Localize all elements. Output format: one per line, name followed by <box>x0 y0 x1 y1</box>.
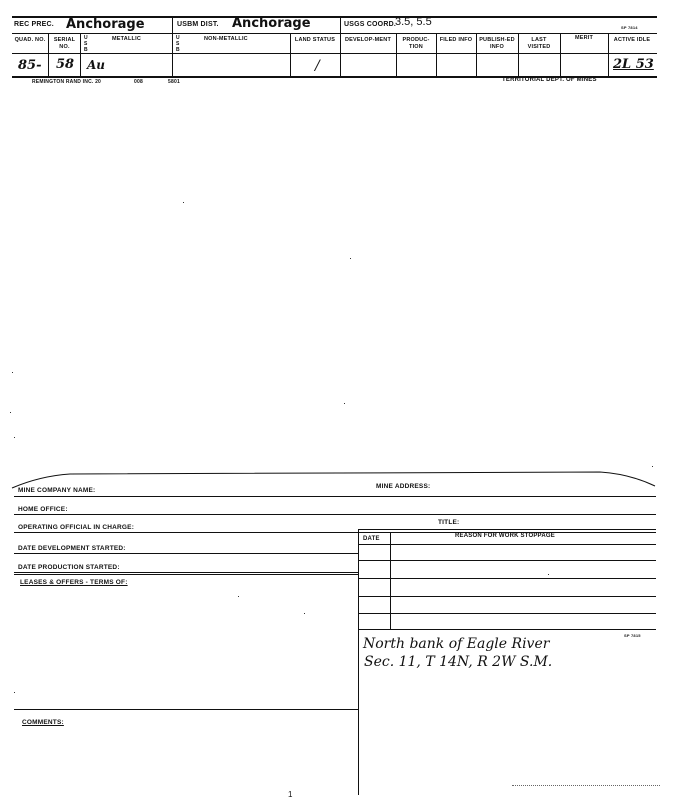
col-serial-no: SERIAL NO. <box>53 37 76 50</box>
col-last-visited: LAST VISITED <box>527 37 551 50</box>
divider <box>560 33 561 76</box>
rule <box>358 578 656 579</box>
divider <box>290 33 291 76</box>
col-merit: MERIT <box>574 35 594 41</box>
form-code-1: 008 <box>134 79 143 85</box>
form-code-2: 5801 <box>168 79 180 85</box>
leases-label: LEASES & OFFERS - TERMS OF: <box>20 579 128 586</box>
home-office-label: HOME OFFICE: <box>18 506 68 513</box>
rule <box>14 572 358 573</box>
col-usb-nonmetallic: U S B <box>176 35 180 53</box>
footer-print-line <box>512 785 660 789</box>
operating-official-label: OPERATING OFFICIAL IN CHARGE: <box>18 524 135 531</box>
divider <box>172 16 173 76</box>
usgs-coord-label: USGS COORD. <box>344 21 396 28</box>
date-production-label: DATE PRODUCTION STARTED: <box>18 564 120 571</box>
usgs-coord-value: 3.5, 5.5 <box>395 16 432 28</box>
rule <box>14 496 656 497</box>
divider <box>80 33 81 76</box>
usbm-dist-value: Anchorage <box>232 16 311 31</box>
divider <box>476 33 477 76</box>
scan-speck <box>344 403 345 404</box>
col-metallic: METALLIC <box>112 36 141 42</box>
quad-value: 85- <box>18 58 42 73</box>
date-development-label: DATE DEVELOPMENT STARTED: <box>18 545 126 552</box>
rec-prec-value: Anchorage <box>66 17 145 32</box>
rule <box>358 596 656 597</box>
mine-address-label: MINE ADDRESS: <box>376 483 431 490</box>
comments-label: COMMENTS: <box>22 719 64 726</box>
date-column-header: DATE <box>363 536 380 542</box>
scan-speck <box>10 412 11 413</box>
rule <box>358 613 656 614</box>
scan-speck <box>652 466 653 467</box>
rule <box>358 544 656 545</box>
divider <box>608 33 609 76</box>
rule <box>358 529 656 530</box>
divider <box>396 33 397 76</box>
page-mark: 1 <box>288 790 293 799</box>
scan-speck <box>238 596 239 597</box>
mine-company-name-label: MINE COMPANY NAME: <box>18 487 96 494</box>
card-top-edge <box>10 468 660 490</box>
title-label: TITLE: <box>438 519 460 526</box>
rule <box>14 532 656 533</box>
reason-column-header: REASON FOR WORK STOPPAGE <box>455 533 555 539</box>
location-note-line-1: North bank of Eagle River <box>363 636 550 652</box>
land-status-value: / <box>315 58 320 74</box>
divider <box>340 16 341 76</box>
scan-speck <box>183 202 184 203</box>
rule <box>14 709 358 710</box>
scan-speck <box>14 437 15 438</box>
active-idle-value: 2L 53 <box>613 57 654 72</box>
printer-credit: REMINGTON RAND INC. 20 <box>32 79 102 85</box>
col-non-metallic: NON-METALLIC <box>204 36 248 42</box>
center-divider <box>358 529 359 795</box>
divider <box>436 33 437 76</box>
usbm-dist-label: USBM DIST. <box>177 21 219 28</box>
rule <box>358 560 656 561</box>
col-usb-metallic: U S B <box>84 35 88 53</box>
metallic-value: Au <box>87 58 106 72</box>
col-filed-info: FILED INFO <box>439 37 473 43</box>
rec-prec-label: REC PREC. <box>14 21 54 28</box>
rule <box>14 514 656 515</box>
col-published-info: PUBLISH-ED INFO <box>479 37 515 50</box>
scan-speck <box>12 372 13 373</box>
form-number: SP 7814 <box>621 25 638 30</box>
location-note-line-2: Sec. 11, T 14N, R 2W S.M. <box>364 654 553 670</box>
col-development: DEVELOP-MENT <box>344 37 392 43</box>
serial-value: 58 <box>56 57 75 72</box>
scan-speck <box>304 613 305 614</box>
col-active-idle: ACTIVE IDLE <box>613 37 651 43</box>
divider <box>518 33 519 76</box>
rule <box>14 574 358 575</box>
rule <box>358 629 656 630</box>
scan-speck <box>350 258 351 259</box>
divider <box>390 532 391 630</box>
scan-speck <box>548 574 549 575</box>
col-land-status: LAND STATUS <box>294 37 336 43</box>
scan-speck <box>14 692 15 693</box>
col-quad-no: QUAD. NO. <box>14 37 46 43</box>
bottom-form-number: SP 7815 <box>624 633 641 638</box>
department-name: TERRITORIAL DEPT. OF MINES <box>502 77 597 83</box>
col-production: PRODUC-TION <box>402 37 430 50</box>
rule <box>14 553 358 554</box>
